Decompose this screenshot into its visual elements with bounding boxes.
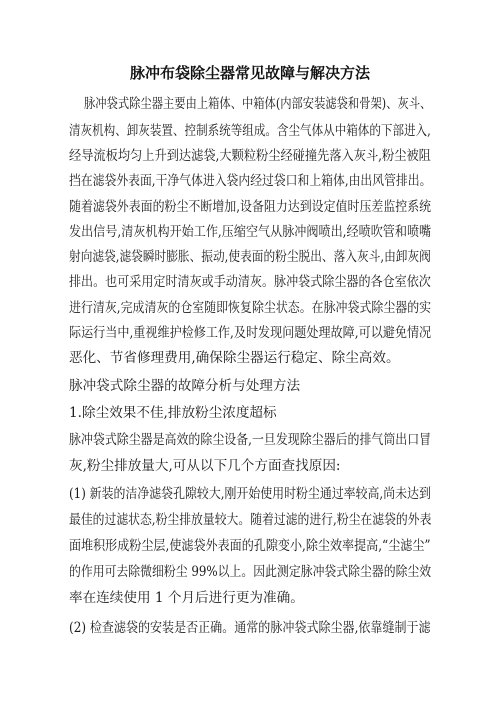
text-line: 的作用可去除微细粉尘 99%以上。因此测定脉冲袋式除尘器的除尘效 (69, 564, 432, 580)
text-line: 脉冲袋式除尘器是高效的除尘设备,一旦发现除尘器后的排气筒出口冒 (69, 432, 432, 448)
text-line: 1.除尘效果不佳,排放粉尘浓度超标 (69, 405, 277, 421)
text-line: 清灰机构、卸灰装置、控制系统等组成。含尘气体从中箱体的下部进入, (69, 123, 431, 139)
text-line: 排出。也可采用定时清灰或手动清灰。脉冲袋式除尘器的各仓室依次 (69, 274, 431, 290)
text-line: 脉冲袋式除尘器的故障分析与处理方法 (69, 378, 301, 394)
text-line: 挡在滤袋外表面,干净气体进入袋内经过袋口和上箱体,由出风管排出。 (69, 173, 432, 189)
text-line: 率在连续使用 1 个月后进行更为准确。 (69, 590, 304, 606)
text-line: 最佳的过滤状态,粉尘排放量较大。随着过滤的进行,粉尘在滤袋的外表 (69, 512, 432, 528)
text-line: 发出信号,清灰机构开始工作,压缩空气从脉冲阀喷出,经喷吹管和喷嘴 (69, 224, 432, 240)
text-line: (1) 新装的洁净滤袋孔隙较大,刚开始使用时粉尘通过率较高,尚未达到 (69, 486, 431, 502)
text-line: 恶化、节省修理费用,确保除尘器运行稳定、除尘高效。 (69, 350, 400, 366)
document-title: 脉冲布袋除尘器常见故障与解决方法 (129, 64, 370, 82)
text-line: 脉冲袋式除尘器主要由上箱体、中箱体(内部安装滤袋和骨架)、灰斗、 (84, 96, 432, 112)
text-line: 面堆积形成粉尘层,使滤袋外表面的孔隙变小,除尘效率提高,“尘滤尘” (69, 538, 431, 554)
text-line: 射向滤袋,滤袋瞬时膨胀、振动,使表面的粉尘脱出、落入灰斗,由卸灰阀 (69, 249, 431, 265)
text-line: 随着滤袋外表面的粉尘不断增加,设备阻力达到设定值时压差监控系统 (69, 199, 432, 215)
text-line: (2) 检查滤袋的安装是否正确。通常的脉冲袋式除尘器,依靠缝制于滤 (69, 620, 431, 636)
text-line: 际运行当中,重视维护检修工作,及时发现问题处理故障,可以避免情况 (69, 325, 432, 341)
text-line: 经导流板均匀上升到达滤袋,大颗粒粉尘经碰撞先落入灰斗,粉尘被阻 (69, 148, 431, 164)
text-line: 进行清灰,完成清灰的仓室随即恢复除尘状态。在脉冲袋式除尘器的实 (69, 300, 432, 316)
text-line: 灰,粉尘排放量大,可从以下几个方面查找原因: (69, 458, 341, 474)
